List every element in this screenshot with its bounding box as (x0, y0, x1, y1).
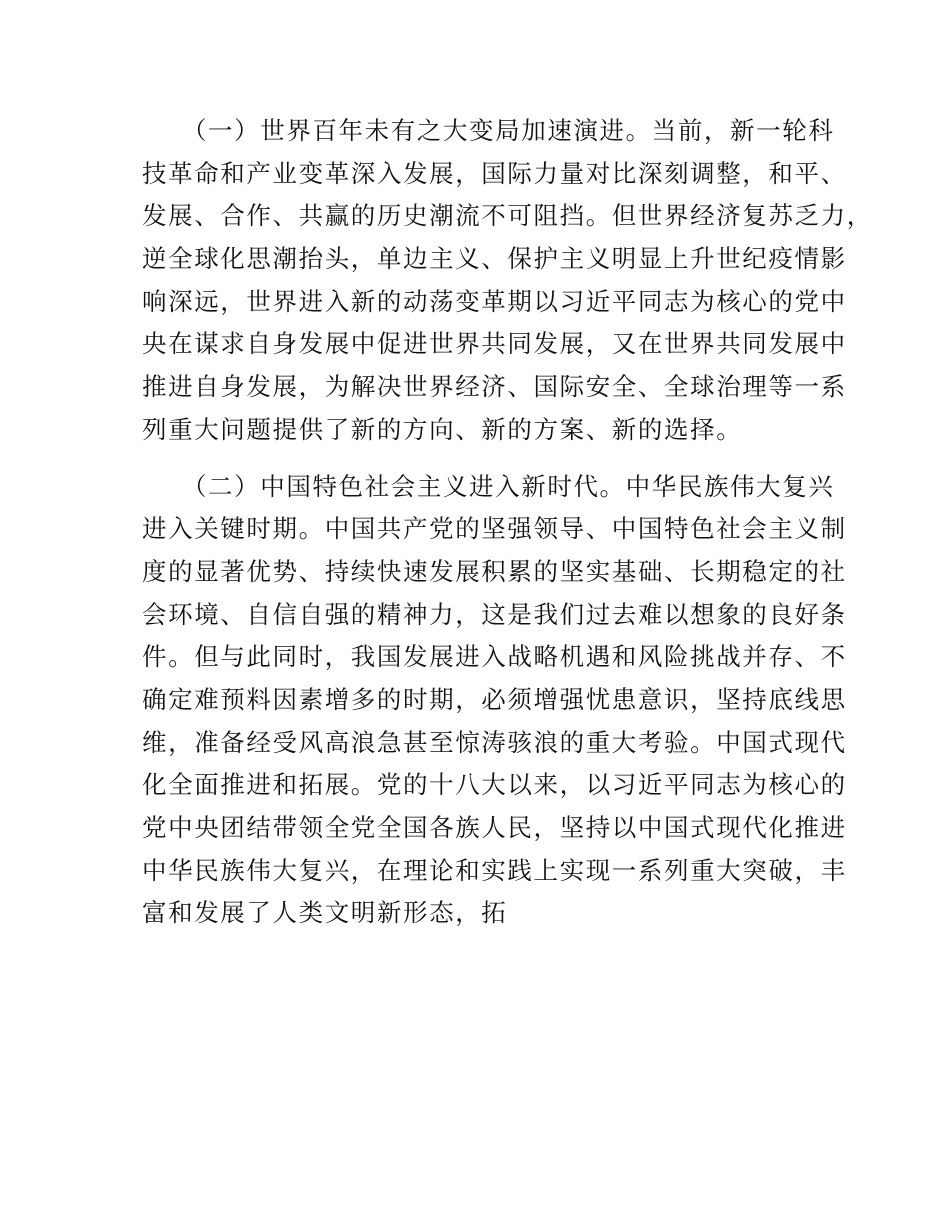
text-line: 响深远，世界进入新的动荡变革期以习近平同志为核心的党中 (142, 286, 847, 316)
text-line: （二）中国特色社会主义进入新时代。中华民族伟大复兴 (142, 471, 835, 501)
text-line: 逆全球化思潮抬头，单边主义、保护主义明显上升世纪疫情影 (142, 244, 847, 274)
text-line: 中华民族伟大复兴，在理论和实践上实现一系列重大突破，丰 (142, 855, 847, 885)
text-line: 央在谋求自身发展中促进世界共同发展，又在世界共同发展中 (142, 329, 847, 359)
text-line: 会环境、自信自强的精神力，这是我们过去难以想象的良好条 (142, 599, 847, 629)
text-line: 确定难预料因素增多的时期，必须增强忧患意识，坚持底线思 (142, 684, 847, 714)
text-line: 件。但与此同时，我国发展进入战略机遇和风险挑战并存、不 (142, 642, 847, 672)
text-line: 推进自身发展，为解决世界经济、国际安全、全球治理等一系 (142, 372, 847, 402)
text-line: 列重大问题提供了新的方向、新的方案、新的选择。 (142, 414, 743, 444)
text-line: 维，准备经受风高浪急甚至惊涛骇浪的重大考验。中国式现代 (142, 727, 847, 757)
text-line: 发展、合作、共赢的历史潮流不可阻挡。但世界经济复苏乏力， (142, 201, 873, 231)
text-line: （一）世界百年未有之大变局加速演进。当前，新一轮科 (142, 116, 835, 145)
paragraph-spacer (142, 452, 822, 466)
paragraph-1 (142, 110, 873, 452)
text-line: 富和发展了人类文明新形态，拓 (142, 898, 508, 928)
text-line: 化全面推进和拓展。党的十八大以来，以习近平同志为核心的 (142, 770, 847, 800)
text-line: 党中央团结带领全党全国各族人民，坚持以中国式现代化推进 (142, 813, 847, 842)
text-line: 技革命和产业变革深入发展，国际力量对比深刻调整，和平、 (142, 158, 847, 188)
text-line: 进入关键时期。中国共产党的坚强领导、中国特色社会主义制 (142, 514, 847, 544)
paragraph-2 (142, 466, 847, 936)
text-line: 度的显著优势、持续快速发展积累的坚实基础、长期稳定的社 (142, 556, 847, 586)
document-body (142, 110, 873, 935)
